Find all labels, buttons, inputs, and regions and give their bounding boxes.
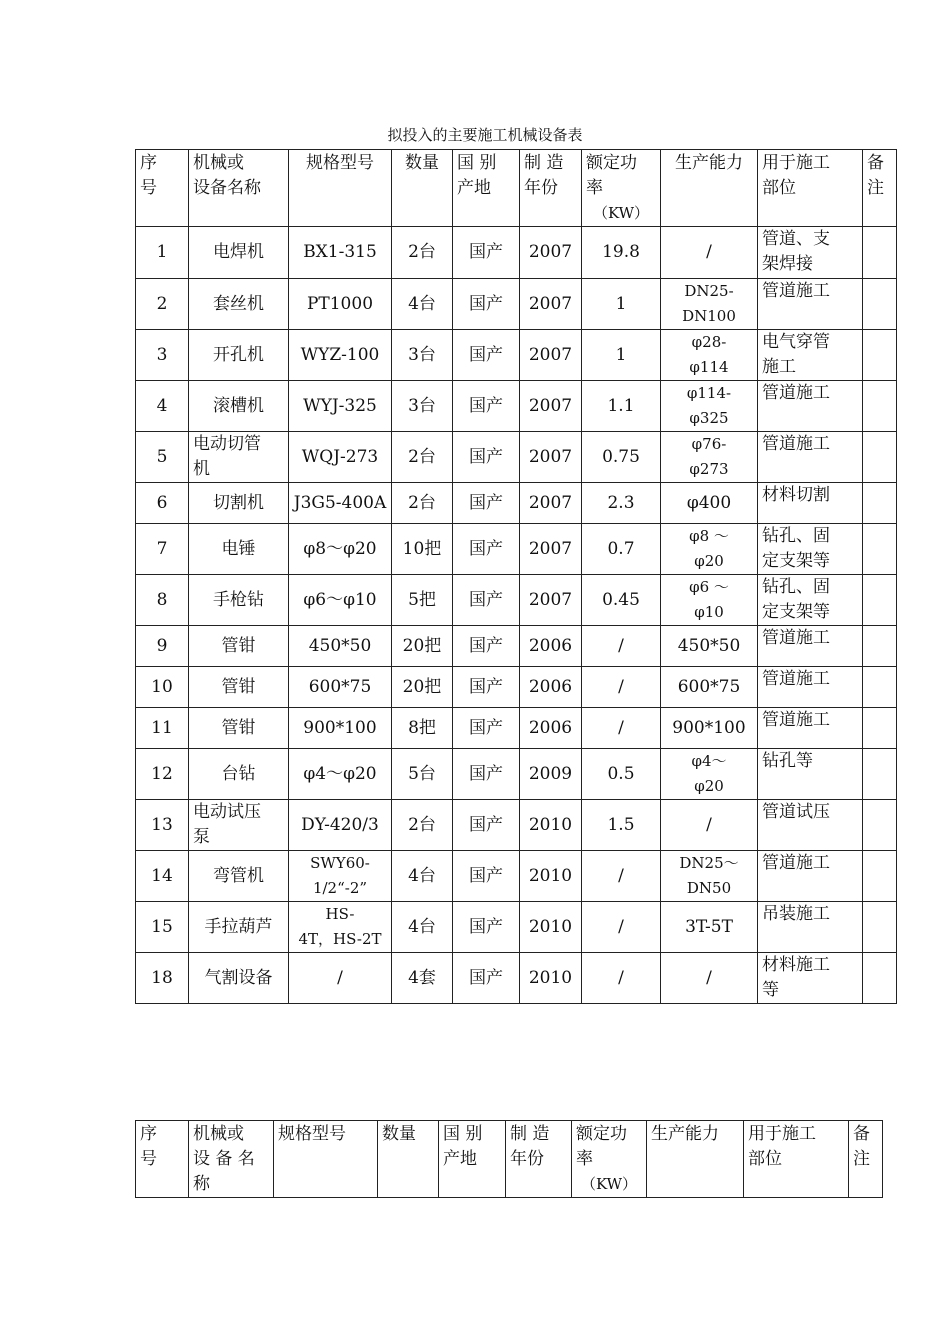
cell-note — [863, 902, 897, 953]
cell-seq: 6 — [136, 483, 189, 524]
table-row — [136, 851, 897, 902]
cell-name: 气割设备 — [189, 953, 289, 1004]
header-note: 备 注 — [863, 150, 897, 227]
header-power: 额定功 率 （KW） — [582, 150, 661, 227]
cell-capacity: φ8 ～ φ20 — [661, 524, 758, 575]
cell-seq: 5 — [136, 432, 189, 483]
cell-name: 手拉葫芦 — [189, 902, 289, 953]
cell-model: WYZ-100 — [289, 330, 392, 381]
cell-usage: 管道、支 架焊接 — [758, 227, 863, 279]
cell-name: 弯管机 — [189, 851, 289, 902]
cell-usage: 吊装施工 — [758, 902, 863, 953]
table-row — [136, 800, 897, 851]
cell-qty: 2台 — [392, 432, 453, 483]
cell-year: 2006 — [520, 708, 582, 749]
cell-name: 管钳 — [189, 667, 289, 708]
cell-origin: 国产 — [453, 483, 520, 524]
cell-name: 滚槽机 — [189, 381, 289, 432]
header-power: 额定功 率 （KW） — [572, 1121, 647, 1198]
header-seq: 序 号 — [136, 150, 189, 227]
header-model: 规格型号 — [289, 150, 392, 227]
cell-power: 19.8 — [582, 227, 661, 279]
cell-qty: 10把 — [392, 524, 453, 575]
cell-seq: 14 — [136, 851, 189, 902]
table-row — [136, 626, 897, 667]
cell-power: 1.5 — [582, 800, 661, 851]
cell-model: WQJ-273 — [289, 432, 392, 483]
header-note: 备 注 — [849, 1121, 883, 1198]
table-row — [136, 483, 897, 524]
cell-seq: 9 — [136, 626, 189, 667]
cell-capacity: 3T-5T — [661, 902, 758, 953]
cell-note — [863, 279, 897, 330]
cell-seq: 15 — [136, 902, 189, 953]
cell-name: 电锤 — [189, 524, 289, 575]
cell-usage: 材料切割 — [758, 483, 863, 524]
table-row — [136, 227, 897, 279]
table-row — [136, 524, 897, 575]
cell-note — [863, 626, 897, 667]
cell-power: / — [582, 851, 661, 902]
cell-origin: 国产 — [453, 381, 520, 432]
cell-model: WYJ-325 — [289, 381, 392, 432]
cell-model: / — [289, 953, 392, 1004]
cell-capacity: φ76- φ273 — [661, 432, 758, 483]
cell-model: 600*75 — [289, 667, 392, 708]
cell-year: 2007 — [520, 381, 582, 432]
cell-seq: 8 — [136, 575, 189, 626]
table-row — [136, 953, 897, 1004]
cell-model: J3G5-400A — [289, 483, 392, 524]
cell-usage: 电气穿管 施工 — [758, 330, 863, 381]
cell-note — [863, 330, 897, 381]
cell-origin: 国产 — [453, 953, 520, 1004]
cell-note — [863, 575, 897, 626]
table-row — [136, 902, 897, 953]
cell-power: 1 — [582, 330, 661, 381]
table-row — [136, 330, 897, 381]
cell-usage: 管道施工 — [758, 626, 863, 667]
cell-seq: 3 — [136, 330, 189, 381]
cell-name: 套丝机 — [189, 279, 289, 330]
cell-seq: 2 — [136, 279, 189, 330]
header-name: 机械或 设备名称 — [189, 150, 289, 227]
cell-usage: 管道施工 — [758, 432, 863, 483]
cell-origin: 国产 — [453, 626, 520, 667]
cell-capacity: 900*100 — [661, 708, 758, 749]
cell-year: 2010 — [520, 953, 582, 1004]
cell-power: 0.45 — [582, 575, 661, 626]
cell-year: 2007 — [520, 227, 582, 279]
cell-usage: 钻孔、固 定支架等 — [758, 524, 863, 575]
cell-year: 2006 — [520, 626, 582, 667]
header-name: 机械或 设 备 名 称 — [189, 1121, 274, 1198]
cell-power: 1 — [582, 279, 661, 330]
cell-capacity: φ114- φ325 — [661, 381, 758, 432]
cell-name: 台钻 — [189, 749, 289, 800]
cell-capacity: DN25- DN100 — [661, 279, 758, 330]
cell-qty: 4套 — [392, 953, 453, 1004]
cell-usage: 管道施工 — [758, 851, 863, 902]
cell-note — [863, 381, 897, 432]
cell-note — [863, 524, 897, 575]
cell-origin: 国产 — [453, 524, 520, 575]
cell-origin: 国产 — [453, 279, 520, 330]
table-title: 拟投入的主要施工机械设备表 — [387, 126, 583, 144]
table-row — [136, 432, 897, 483]
cell-note — [863, 483, 897, 524]
cell-seq: 1 — [136, 227, 189, 279]
cell-year: 2006 — [520, 667, 582, 708]
cell-usage: 管道施工 — [758, 279, 863, 330]
cell-seq: 13 — [136, 800, 189, 851]
cell-year: 2007 — [520, 575, 582, 626]
header-origin: 国 别 产地 — [439, 1121, 506, 1198]
cell-usage: 钻孔、固 定支架等 — [758, 575, 863, 626]
cell-qty: 2台 — [392, 483, 453, 524]
cell-seq: 18 — [136, 953, 189, 1004]
cell-power: 0.75 — [582, 432, 661, 483]
cell-power: 1.1 — [582, 381, 661, 432]
header-row — [136, 1121, 883, 1198]
cell-model: φ8～φ20 — [289, 524, 392, 575]
cell-qty: 3台 — [392, 330, 453, 381]
cell-year: 2007 — [520, 279, 582, 330]
cell-year: 2007 — [520, 483, 582, 524]
cell-usage: 材料施工 等 — [758, 953, 863, 1004]
cell-power: 0.7 — [582, 524, 661, 575]
cell-year: 2010 — [520, 851, 582, 902]
cell-name: 电动试压 泵 — [189, 800, 289, 851]
header-year: 制 造 年份 — [520, 150, 582, 227]
cell-name: 管钳 — [189, 708, 289, 749]
cell-model: DY-420/3 — [289, 800, 392, 851]
cell-seq: 12 — [136, 749, 189, 800]
header-capacity: 生产能力 — [661, 150, 758, 227]
cell-capacity: φ6 ～ φ10 — [661, 575, 758, 626]
cell-power: 0.5 — [582, 749, 661, 800]
table-row — [136, 279, 897, 330]
cell-qty: 4台 — [392, 902, 453, 953]
cell-year: 2010 — [520, 902, 582, 953]
cell-qty: 4台 — [392, 279, 453, 330]
cell-year: 2007 — [520, 330, 582, 381]
cell-seq: 10 — [136, 667, 189, 708]
cell-qty: 8把 — [392, 708, 453, 749]
table-row — [136, 575, 897, 626]
cell-seq: 4 — [136, 381, 189, 432]
cell-origin: 国产 — [453, 330, 520, 381]
cell-qty: 4台 — [392, 851, 453, 902]
cell-usage: 钻孔等 — [758, 749, 863, 800]
cell-usage: 管道试压 — [758, 800, 863, 851]
header-origin: 国 别 产地 — [453, 150, 520, 227]
cell-usage: 管道施工 — [758, 708, 863, 749]
cell-power: / — [582, 667, 661, 708]
cell-qty: 20把 — [392, 626, 453, 667]
header-capacity: 生产能力 — [647, 1121, 744, 1198]
cell-origin: 国产 — [453, 575, 520, 626]
cell-name: 电动切管 机 — [189, 432, 289, 483]
cell-note — [863, 227, 897, 279]
cell-name: 管钳 — [189, 626, 289, 667]
cell-model: HS- 4T，HS-2T — [289, 902, 392, 953]
cell-capacity: φ28- φ114 — [661, 330, 758, 381]
cell-origin: 国产 — [453, 667, 520, 708]
cell-qty: 20把 — [392, 667, 453, 708]
cell-model: φ4～φ20 — [289, 749, 392, 800]
cell-year: 2009 — [520, 749, 582, 800]
cell-name: 切割机 — [189, 483, 289, 524]
cell-note — [863, 851, 897, 902]
cell-seq: 11 — [136, 708, 189, 749]
cell-note — [863, 953, 897, 1004]
cell-capacity: φ400 — [661, 483, 758, 524]
cell-capacity: 450*50 — [661, 626, 758, 667]
cell-capacity: φ4～ φ20 — [661, 749, 758, 800]
cell-note — [863, 800, 897, 851]
cell-origin: 国产 — [453, 227, 520, 279]
cell-capacity: / — [661, 800, 758, 851]
cell-origin: 国产 — [453, 800, 520, 851]
cell-power: / — [582, 708, 661, 749]
cell-qty: 2台 — [392, 800, 453, 851]
cell-power: 2.3 — [582, 483, 661, 524]
cell-seq: 7 — [136, 524, 189, 575]
cell-name: 电焊机 — [189, 227, 289, 279]
cell-note — [863, 749, 897, 800]
cell-model: 450*50 — [289, 626, 392, 667]
cell-note — [863, 432, 897, 483]
table-row — [136, 708, 897, 749]
cell-usage: 管道施工 — [758, 667, 863, 708]
header-usage: 用于施工 部位 — [744, 1121, 849, 1198]
cell-origin: 国产 — [453, 749, 520, 800]
cell-capacity: 600*75 — [661, 667, 758, 708]
header-usage: 用于施工 部位 — [758, 150, 863, 227]
cell-capacity: / — [661, 227, 758, 279]
header-qty: 数量 — [378, 1121, 439, 1198]
cell-note — [863, 667, 897, 708]
cell-year: 2007 — [520, 524, 582, 575]
header-model: 规格型号 — [274, 1121, 378, 1198]
cell-model: φ6～φ10 — [289, 575, 392, 626]
cell-year: 2010 — [520, 800, 582, 851]
cell-usage: 管道施工 — [758, 381, 863, 432]
cell-origin: 国产 — [453, 432, 520, 483]
cell-qty: 5台 — [392, 749, 453, 800]
header-qty: 数量 — [392, 150, 453, 227]
cell-capacity: DN25～ DN50 — [661, 851, 758, 902]
cell-qty: 2台 — [392, 227, 453, 279]
equipment-table — [135, 149, 897, 1004]
cell-qty: 3台 — [392, 381, 453, 432]
cell-name: 手枪钻 — [189, 575, 289, 626]
cell-model: BX1-315 — [289, 227, 392, 279]
cell-power: / — [582, 953, 661, 1004]
header-row — [136, 150, 897, 227]
table-row — [136, 381, 897, 432]
table-row — [136, 667, 897, 708]
cell-origin: 国产 — [453, 708, 520, 749]
cell-capacity: / — [661, 953, 758, 1004]
cell-note — [863, 708, 897, 749]
table-row — [136, 749, 897, 800]
cell-origin: 国产 — [453, 902, 520, 953]
cell-power: / — [582, 902, 661, 953]
cell-origin: 国产 — [453, 851, 520, 902]
cell-model: SWY60- 1/2“-2” — [289, 851, 392, 902]
header-year: 制 造 年份 — [506, 1121, 572, 1198]
cell-power: / — [582, 626, 661, 667]
header-seq: 序 号 — [136, 1121, 189, 1198]
cell-year: 2007 — [520, 432, 582, 483]
equipment-table-continued — [135, 1120, 883, 1198]
cell-model: 900*100 — [289, 708, 392, 749]
cell-qty: 5把 — [392, 575, 453, 626]
cell-name: 开孔机 — [189, 330, 289, 381]
cell-model: PT1000 — [289, 279, 392, 330]
